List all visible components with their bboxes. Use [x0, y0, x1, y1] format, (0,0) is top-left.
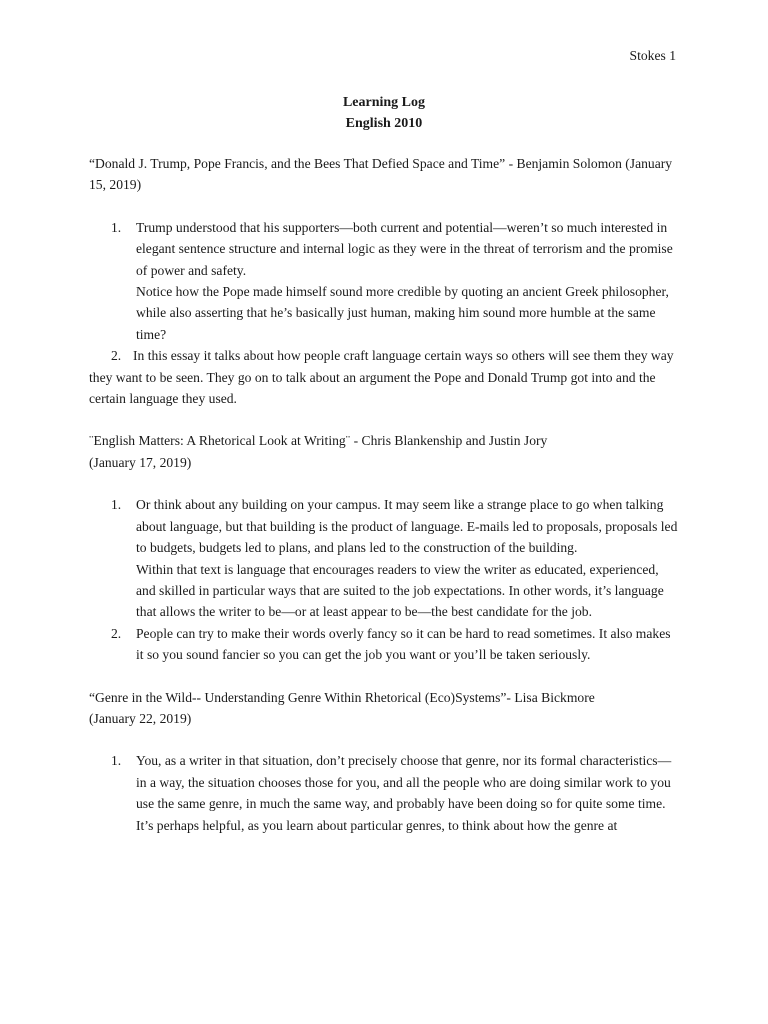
item-number: 2.	[111, 348, 122, 364]
list-item	[89, 494, 679, 622]
page-header: Stokes 1	[629, 48, 676, 63]
document-title	[0, 92, 768, 134]
quote-text: It’s perhaps helpful, as you learn about particular genres, to think about how the genre at	[136, 817, 618, 833]
title-line-2: English 2010	[345, 116, 423, 131]
response-text: In this essay it talks about how people craft language certain ways so others will see them they way they want to be seen. They go on to talk about an argument the Pope and Donald Trump got into and the certain language they used.	[89, 348, 674, 407]
item-number: 2.	[111, 625, 122, 641]
source-citation: “Donald J. Trump, Pope Francis, and the Bees That Defied Space and Time” - Benjamin Solomon (January 15, 2019)	[89, 156, 673, 193]
source-title: ¨English Matters: A Rhetorical Look at Writing¨ - Chris Blankenship and Justin Jory	[89, 433, 548, 449]
quote-text: Trump understood that his supporters—both current and potential—weren’t so much interested in elegant sentence structure and internal logic as they were in the threat of terrorism and the promise of power and safety.	[136, 219, 673, 278]
list-item	[89, 217, 679, 345]
list-item	[89, 750, 679, 836]
item-number: 1.	[111, 497, 122, 513]
source-date: (January 22, 2019)	[89, 710, 192, 726]
quote-text: Within that text is language that encourages readers to view the writer as educated, experienced, and skilled in particular ways that are suited to the job expectations. In other words, it’s language that allows the writer to be—or at least appear to be—the best candidate for the job.	[136, 561, 664, 620]
item-number: 1.	[111, 753, 122, 769]
source-citation	[89, 687, 679, 730]
quote-list	[89, 750, 679, 836]
quote-list	[89, 217, 679, 345]
list-item	[89, 623, 679, 666]
title-line-1: Learning Log	[342, 95, 426, 110]
source-title: “Genre in the Wild-- Understanding Genre Within Rhetorical (Eco)Systems”- Lisa Bickmore	[89, 689, 595, 705]
response-text: People can try to make their words overly fancy so it can be hard to read sometimes. It also makes it so you sound fancier so you can get the job you want or you’ll be taken seriously.	[136, 625, 671, 663]
quote-text: Notice how the Pope made himself sound more credible by quoting an ancient Greek philosopher, while also asserting that he’s basically just human, making him sound more humble at the same time?	[136, 284, 669, 342]
source-date: (January 17, 2019)	[89, 454, 192, 470]
quote-text: Or think about any building on your campus. It may seem like a strange place to go when talking about language, but that building is the product of language. E-mails led to proposals, proposals led to budgets, budgets led to plans, and plans led to the construction of the building.	[136, 497, 678, 556]
response-paragraph	[89, 345, 679, 409]
item-number: 1.	[111, 219, 122, 235]
log-content	[89, 153, 679, 836]
quote-list	[89, 494, 679, 665]
quote-text: You, as a writer in that situation, don’t precisely choose that genre, nor its formal characteristics—in a way, the situation chooses those for you, and all the people who are doing similar work to you use the same genre, in much the same way, and probably have been doing so for quite some time.	[136, 753, 672, 812]
source-citation	[89, 430, 679, 473]
